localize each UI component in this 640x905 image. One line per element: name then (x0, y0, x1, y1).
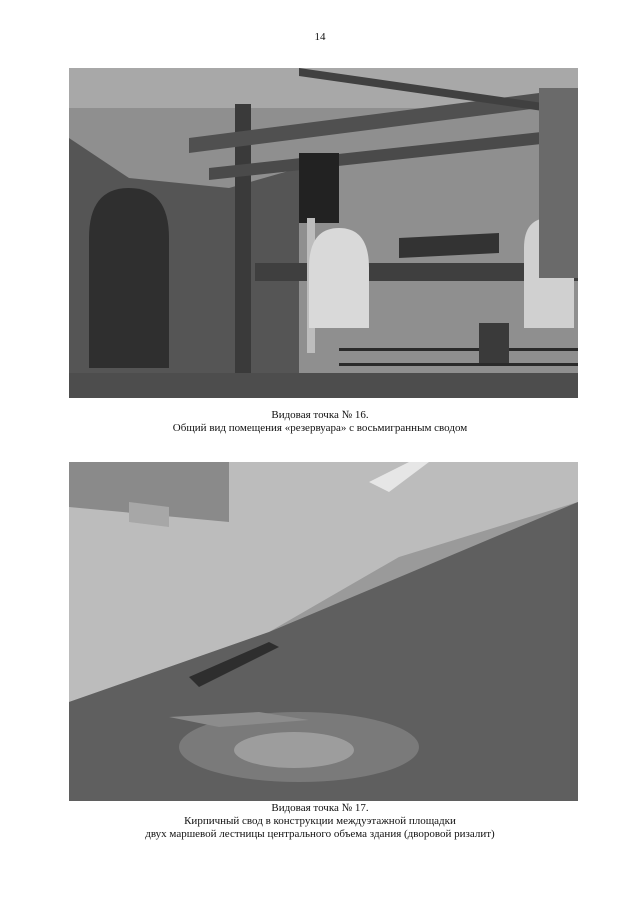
photo-reservoir-hall (69, 68, 578, 398)
caption-figure-16-title: Видовая точка № 16. (271, 409, 369, 421)
caption-figure-17-title: Видовая точка № 17. (271, 802, 369, 814)
caption-figure-17-description-line1: Кирпичный свод в конструкции междуэтажной площадки (184, 815, 456, 827)
caption-figure-16 (0, 409, 640, 435)
caption-figure-17 (0, 802, 640, 841)
photo-brick-vault (69, 462, 578, 801)
caption-figure-16-description: Общий вид помещения «резервуара» с восьмигранным сводом (172, 422, 468, 434)
page-number: 14 (314, 31, 326, 43)
caption-figure-17-description-line2: двух маршевой лестницы центрального объема здания (дворовой ризалит) (145, 828, 495, 840)
